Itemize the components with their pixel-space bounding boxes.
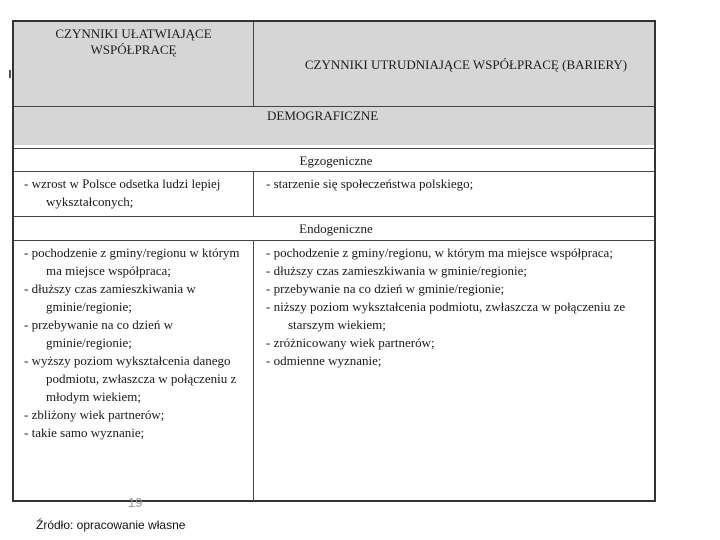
endogenous-title-cell	[14, 218, 654, 240]
exogenous-right-cell	[260, 175, 650, 215]
barrier-factor-item: - starzenie się społeczeństwa polskiego;	[266, 176, 474, 191]
endogenous-divider	[253, 240, 254, 500]
factors-table	[12, 20, 656, 502]
barrier-factor-item: - zróżnicowany wiek partnerów;	[266, 335, 435, 350]
row-rule-2	[14, 148, 654, 149]
facilitating-factor-item: - przebywanie na co dzień w gminie/regionie;	[24, 317, 174, 350]
category-cell	[14, 107, 654, 145]
barrier-factor-item: - przebywanie na co dzień w gminie/regionie;	[266, 281, 505, 296]
page-number: 19	[128, 495, 143, 510]
barrier-factor-item: - odmienne wyznanie;	[266, 353, 382, 368]
facilitating-factor-item: - zbliżony wiek partnerów;	[24, 407, 165, 422]
endogenous-left-cell	[18, 244, 250, 494]
barrier-factor-item: - dłuższy czas zamieszkiwania w gminie/regionie;	[266, 263, 527, 278]
facilitating-factor-item: - wzrost w Polsce odsetka ludzi lepiej wykształconych;	[24, 176, 221, 209]
header-divider	[253, 22, 254, 106]
facilitating-factor-item: - pochodzenie z gminy/regionu w którym ma miejsce współpraca;	[24, 245, 240, 278]
exogenous-title: Egzogeniczne	[299, 153, 373, 168]
facilitating-factor-item: - wyższy poziom wykształcenia danego podmiotu, zwłaszcza w połączeniu z młodym wiekiem;	[24, 353, 237, 404]
header-right-cell	[254, 22, 654, 106]
category-label: DEMOGRAFICZNE	[267, 108, 379, 123]
header-left-label: CZYNNIKI UŁATWIAJĄCE WSPÓŁPRACĘ	[55, 26, 212, 57]
barrier-factor-item: - niższy poziom wykształcenia podmiotu, zwłaszcza w połączeniu ze starszym wiekiem;	[266, 299, 626, 332]
exogenous-divider	[253, 171, 254, 216]
row-rule-3	[14, 171, 654, 172]
endogenous-right-cell	[260, 244, 650, 494]
facilitating-factor-item: - takie samo wyznanie;	[24, 425, 145, 440]
row-rule-4	[14, 216, 654, 217]
endogenous-title: Endogeniczne	[299, 221, 373, 236]
header-right-label: CZYNNIKI UTRUDNIAJĄCE WSPÓŁPRACĘ (BARIERY)	[304, 57, 628, 72]
margin-mark	[9, 70, 11, 78]
row-rule-1	[14, 106, 654, 107]
facilitating-factor-item: - dłuższy czas zamieszkiwania w gminie/regionie;	[24, 281, 196, 314]
exogenous-title-cell	[14, 149, 654, 171]
barrier-factor-item: - pochodzenie z gminy/regionu, w którym ma miejsce współpraca;	[266, 245, 613, 260]
header-left-cell	[14, 22, 253, 106]
exogenous-left-cell	[18, 175, 250, 215]
source-note: Źródło: opracowanie własne	[36, 518, 186, 532]
row-rule-5	[14, 240, 654, 241]
